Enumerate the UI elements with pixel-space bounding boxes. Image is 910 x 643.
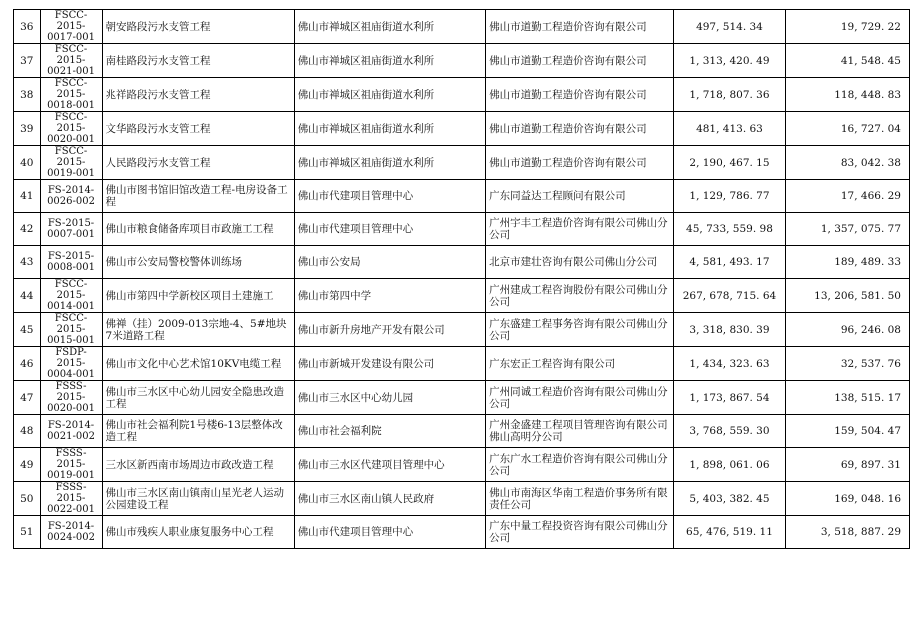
reduction-amount: 118, 448. 83 [786, 78, 910, 112]
audited-amount: 4, 581, 493. 17 [673, 246, 786, 279]
consultant-company: 广州宇丰工程造价咨询有限公司佛山分公司 [486, 213, 674, 246]
reduction-amount: 1, 357, 075. 77 [786, 213, 910, 246]
project-code [40, 112, 102, 146]
consultant-company: 广东盛建工程事务咨询有限公司佛山分公司 [486, 313, 674, 347]
table-row [14, 448, 910, 482]
project-name: 佛山市公安局警校警体训练场 [102, 246, 294, 279]
project-code-line-2: 0008-001 [47, 262, 95, 273]
consultant-company: 广州建成工程咨询股份有限公司佛山分公司 [486, 279, 674, 313]
audited-amount: 497, 514. 34 [673, 10, 786, 44]
row-number: 47 [14, 381, 41, 415]
project-code-line-1: FSSS-2015- [55, 482, 87, 504]
consultant-company: 佛山市道勤工程造价咨询有限公司 [486, 44, 674, 78]
audited-amount: 1, 173, 867. 54 [673, 381, 786, 415]
project-code-line-1: FSDP-2015- [55, 347, 87, 369]
owner-unit: 佛山市代建项目管理中心 [294, 213, 485, 246]
project-code [40, 44, 102, 78]
table-row [14, 78, 910, 112]
project-code-line-1: FSCC-2015- [54, 44, 88, 66]
project-code-line-1: FSCC-2015- [54, 112, 88, 134]
owner-unit: 佛山市禅城区祖庙街道水利所 [294, 44, 485, 78]
project-code-line-1: FS-2015- [47, 218, 95, 229]
owner-unit: 佛山市代建项目管理中心 [294, 180, 485, 213]
project-code [40, 313, 102, 347]
reduction-amount: 69, 897. 31 [786, 448, 910, 482]
project-name: 佛山市三水区南山镇南山星光老人运动公园建设工程 [102, 482, 294, 516]
project-code-line-2: 0007-001 [47, 229, 95, 240]
reduction-amount: 189, 489. 33 [786, 246, 910, 279]
project-code-line-1: FS-2014- [47, 185, 95, 196]
owner-unit: 佛山市禅城区祖庙街道水利所 [294, 78, 485, 112]
project-name: 佛山市残疾人职业康复服务中心工程 [102, 516, 294, 549]
project-code-line-2: 0018-001 [47, 100, 95, 111]
audited-amount: 1, 434, 323. 63 [673, 347, 786, 381]
owner-unit: 佛山市禅城区祖庙街道水利所 [294, 146, 485, 180]
consultant-company: 广东广水工程造价咨询有限公司佛山分公司 [486, 448, 674, 482]
project-code-line-2: 0021-002 [47, 431, 95, 442]
owner-unit: 佛山市代建项目管理中心 [294, 516, 485, 549]
project-code-line-1: FS-2014- [47, 521, 95, 532]
reduction-amount: 41, 548. 45 [786, 44, 910, 78]
consultant-company: 佛山市道勤工程造价咨询有限公司 [486, 146, 674, 180]
row-number: 39 [14, 112, 41, 146]
project-code-line-2: 0026-002 [47, 196, 95, 207]
project-code-line-1: FSCC-2015- [54, 10, 88, 32]
row-number: 48 [14, 415, 41, 448]
owner-unit: 佛山市禅城区祖庙街道水利所 [294, 10, 485, 44]
project-code-line-2: 0004-001 [47, 369, 95, 380]
project-code-line-2: 0015-001 [47, 335, 95, 346]
table-row [14, 516, 910, 549]
row-number: 36 [14, 10, 41, 44]
project-code [40, 347, 102, 381]
owner-unit: 佛山市三水区代建项目管理中心 [294, 448, 485, 482]
owner-unit: 佛山市第四中学 [294, 279, 485, 313]
project-code [40, 146, 102, 180]
project-code-line-1: FSCC-2015- [54, 279, 88, 301]
reduction-amount: 96, 246. 08 [786, 313, 910, 347]
consultant-company: 广东宏正工程咨询有限公司 [486, 347, 674, 381]
reduction-amount: 13, 206, 581. 50 [786, 279, 910, 313]
owner-unit: 佛山市禅城区祖庙街道水利所 [294, 112, 485, 146]
audited-amount: 45, 733, 559. 98 [673, 213, 786, 246]
row-number: 43 [14, 246, 41, 279]
audited-amount: 1, 718, 807. 36 [673, 78, 786, 112]
table-row [14, 112, 910, 146]
project-code-line-2: 0021-001 [47, 66, 95, 77]
row-number: 49 [14, 448, 41, 482]
project-code [40, 213, 102, 246]
project-code [40, 381, 102, 415]
project-code-line-2: 0019-001 [47, 168, 95, 179]
project-code [40, 415, 102, 448]
audited-amount: 65, 476, 519. 11 [673, 516, 786, 549]
row-number: 45 [14, 313, 41, 347]
project-name: 文华路段污水支管工程 [102, 112, 294, 146]
owner-unit: 佛山市公安局 [294, 246, 485, 279]
project-code-line-2: 0017-001 [47, 32, 95, 43]
project-name: 人民路段污水支管工程 [102, 146, 294, 180]
consultant-company: 佛山市道勤工程造价咨询有限公司 [486, 10, 674, 44]
table-row [14, 246, 910, 279]
project-name: 朝安路段污水支管工程 [102, 10, 294, 44]
row-number: 46 [14, 347, 41, 381]
row-number: 37 [14, 44, 41, 78]
table-body [14, 10, 910, 549]
row-number: 38 [14, 78, 41, 112]
project-name: 佛山市第四中学新校区项目土建施工 [102, 279, 294, 313]
project-code [40, 10, 102, 44]
audited-amount: 267, 678, 715. 64 [673, 279, 786, 313]
project-code [40, 482, 102, 516]
reduction-amount: 17, 466. 29 [786, 180, 910, 213]
project-name: 佛山市粮食储备库项目市政施工工程 [102, 213, 294, 246]
reduction-amount: 3, 518, 887. 29 [786, 516, 910, 549]
consultant-company: 广州金盛建工程项目管理咨询有限公司佛山高明分公司 [486, 415, 674, 448]
reduction-amount: 138, 515. 17 [786, 381, 910, 415]
row-number: 42 [14, 213, 41, 246]
owner-unit: 佛山市社会福利院 [294, 415, 485, 448]
project-code [40, 180, 102, 213]
project-name: 南桂路段污水支管工程 [102, 44, 294, 78]
project-code-line-1: FS-2015- [47, 251, 95, 262]
project-name: 兆祥路段污水支管工程 [102, 78, 294, 112]
project-code [40, 516, 102, 549]
consultant-company: 佛山市道勤工程造价咨询有限公司 [486, 112, 674, 146]
owner-unit: 佛山市新城开发建设有限公司 [294, 347, 485, 381]
project-code-line-2: 0022-001 [47, 504, 95, 515]
table-row [14, 10, 910, 44]
consultant-company: 广州同诚工程造价咨询有限公司佛山分公司 [486, 381, 674, 415]
row-number: 50 [14, 482, 41, 516]
project-code-line-2: 0014-001 [47, 301, 95, 312]
audited-amount: 5, 403, 382. 45 [673, 482, 786, 516]
table-row [14, 279, 910, 313]
project-code-line-1: FSCC-2015- [54, 313, 88, 335]
consultant-company: 广东同益达工程顾问有限公司 [486, 180, 674, 213]
project-code-line-1: FSCC-2015- [54, 78, 88, 100]
project-name: 佛禅（挂）2009-013宗地-4、5#地块7米道路工程 [102, 313, 294, 347]
audited-amount: 2, 190, 467. 15 [673, 146, 786, 180]
project-code-line-1: FSCC-2015- [54, 146, 88, 168]
consultant-company: 佛山市道勤工程造价咨询有限公司 [486, 78, 674, 112]
consultant-company: 北京市建壮咨询有限公司佛山分公司 [486, 246, 674, 279]
audited-amount: 1, 129, 786. 77 [673, 180, 786, 213]
project-code-line-1: FS-2014- [47, 420, 95, 431]
row-number: 40 [14, 146, 41, 180]
project-table-page [13, 9, 910, 549]
project-name: 佛山市图书馆旧馆改造工程-电房设备工程 [102, 180, 294, 213]
row-number: 44 [14, 279, 41, 313]
table-row [14, 146, 910, 180]
audited-amount: 1, 898, 061. 06 [673, 448, 786, 482]
owner-unit: 佛山市新升房地产开发有限公司 [294, 313, 485, 347]
audited-amount: 3, 768, 559. 30 [673, 415, 786, 448]
project-code-line-2: 0024-002 [47, 532, 95, 543]
reduction-amount: 19, 729. 22 [786, 10, 910, 44]
project-table [13, 9, 910, 549]
table-row [14, 180, 910, 213]
audited-amount: 3, 318, 830. 39 [673, 313, 786, 347]
consultant-company: 广东中量工程投资咨询有限公司佛山分公司 [486, 516, 674, 549]
reduction-amount: 16, 727. 04 [786, 112, 910, 146]
reduction-amount: 83, 042. 38 [786, 146, 910, 180]
project-code-line-2: 0020-001 [47, 403, 95, 414]
audited-amount: 481, 413. 63 [673, 112, 786, 146]
table-row [14, 381, 910, 415]
project-code [40, 448, 102, 482]
project-code-line-1: FSSS-2015- [55, 381, 87, 403]
consultant-company: 佛山市南海区华南工程造价事务所有限责任公司 [486, 482, 674, 516]
table-row [14, 482, 910, 516]
owner-unit: 佛山市三水区中心幼儿园 [294, 381, 485, 415]
project-name: 三水区新西南市场周边市政改造工程 [102, 448, 294, 482]
table-row [14, 213, 910, 246]
project-code-line-2: 0020-001 [47, 134, 95, 145]
owner-unit: 佛山市三水区南山镇人民政府 [294, 482, 485, 516]
table-row [14, 415, 910, 448]
project-code [40, 246, 102, 279]
project-name: 佛山市文化中心艺术馆10KV电缆工程 [102, 347, 294, 381]
table-row [14, 44, 910, 78]
project-code-line-2: 0019-001 [47, 470, 95, 481]
table-row [14, 313, 910, 347]
audited-amount: 1, 313, 420. 49 [673, 44, 786, 78]
project-code-line-1: FSSS-2015- [55, 448, 87, 470]
project-code [40, 279, 102, 313]
project-name: 佛山市三水区中心幼儿园安全隐患改造工程 [102, 381, 294, 415]
reduction-amount: 32, 537. 76 [786, 347, 910, 381]
row-number: 51 [14, 516, 41, 549]
row-number: 41 [14, 180, 41, 213]
reduction-amount: 159, 504. 47 [786, 415, 910, 448]
project-name: 佛山市社会福利院1号楼6-13层整体改造工程 [102, 415, 294, 448]
project-code [40, 78, 102, 112]
table-row [14, 347, 910, 381]
reduction-amount: 169, 048. 16 [786, 482, 910, 516]
